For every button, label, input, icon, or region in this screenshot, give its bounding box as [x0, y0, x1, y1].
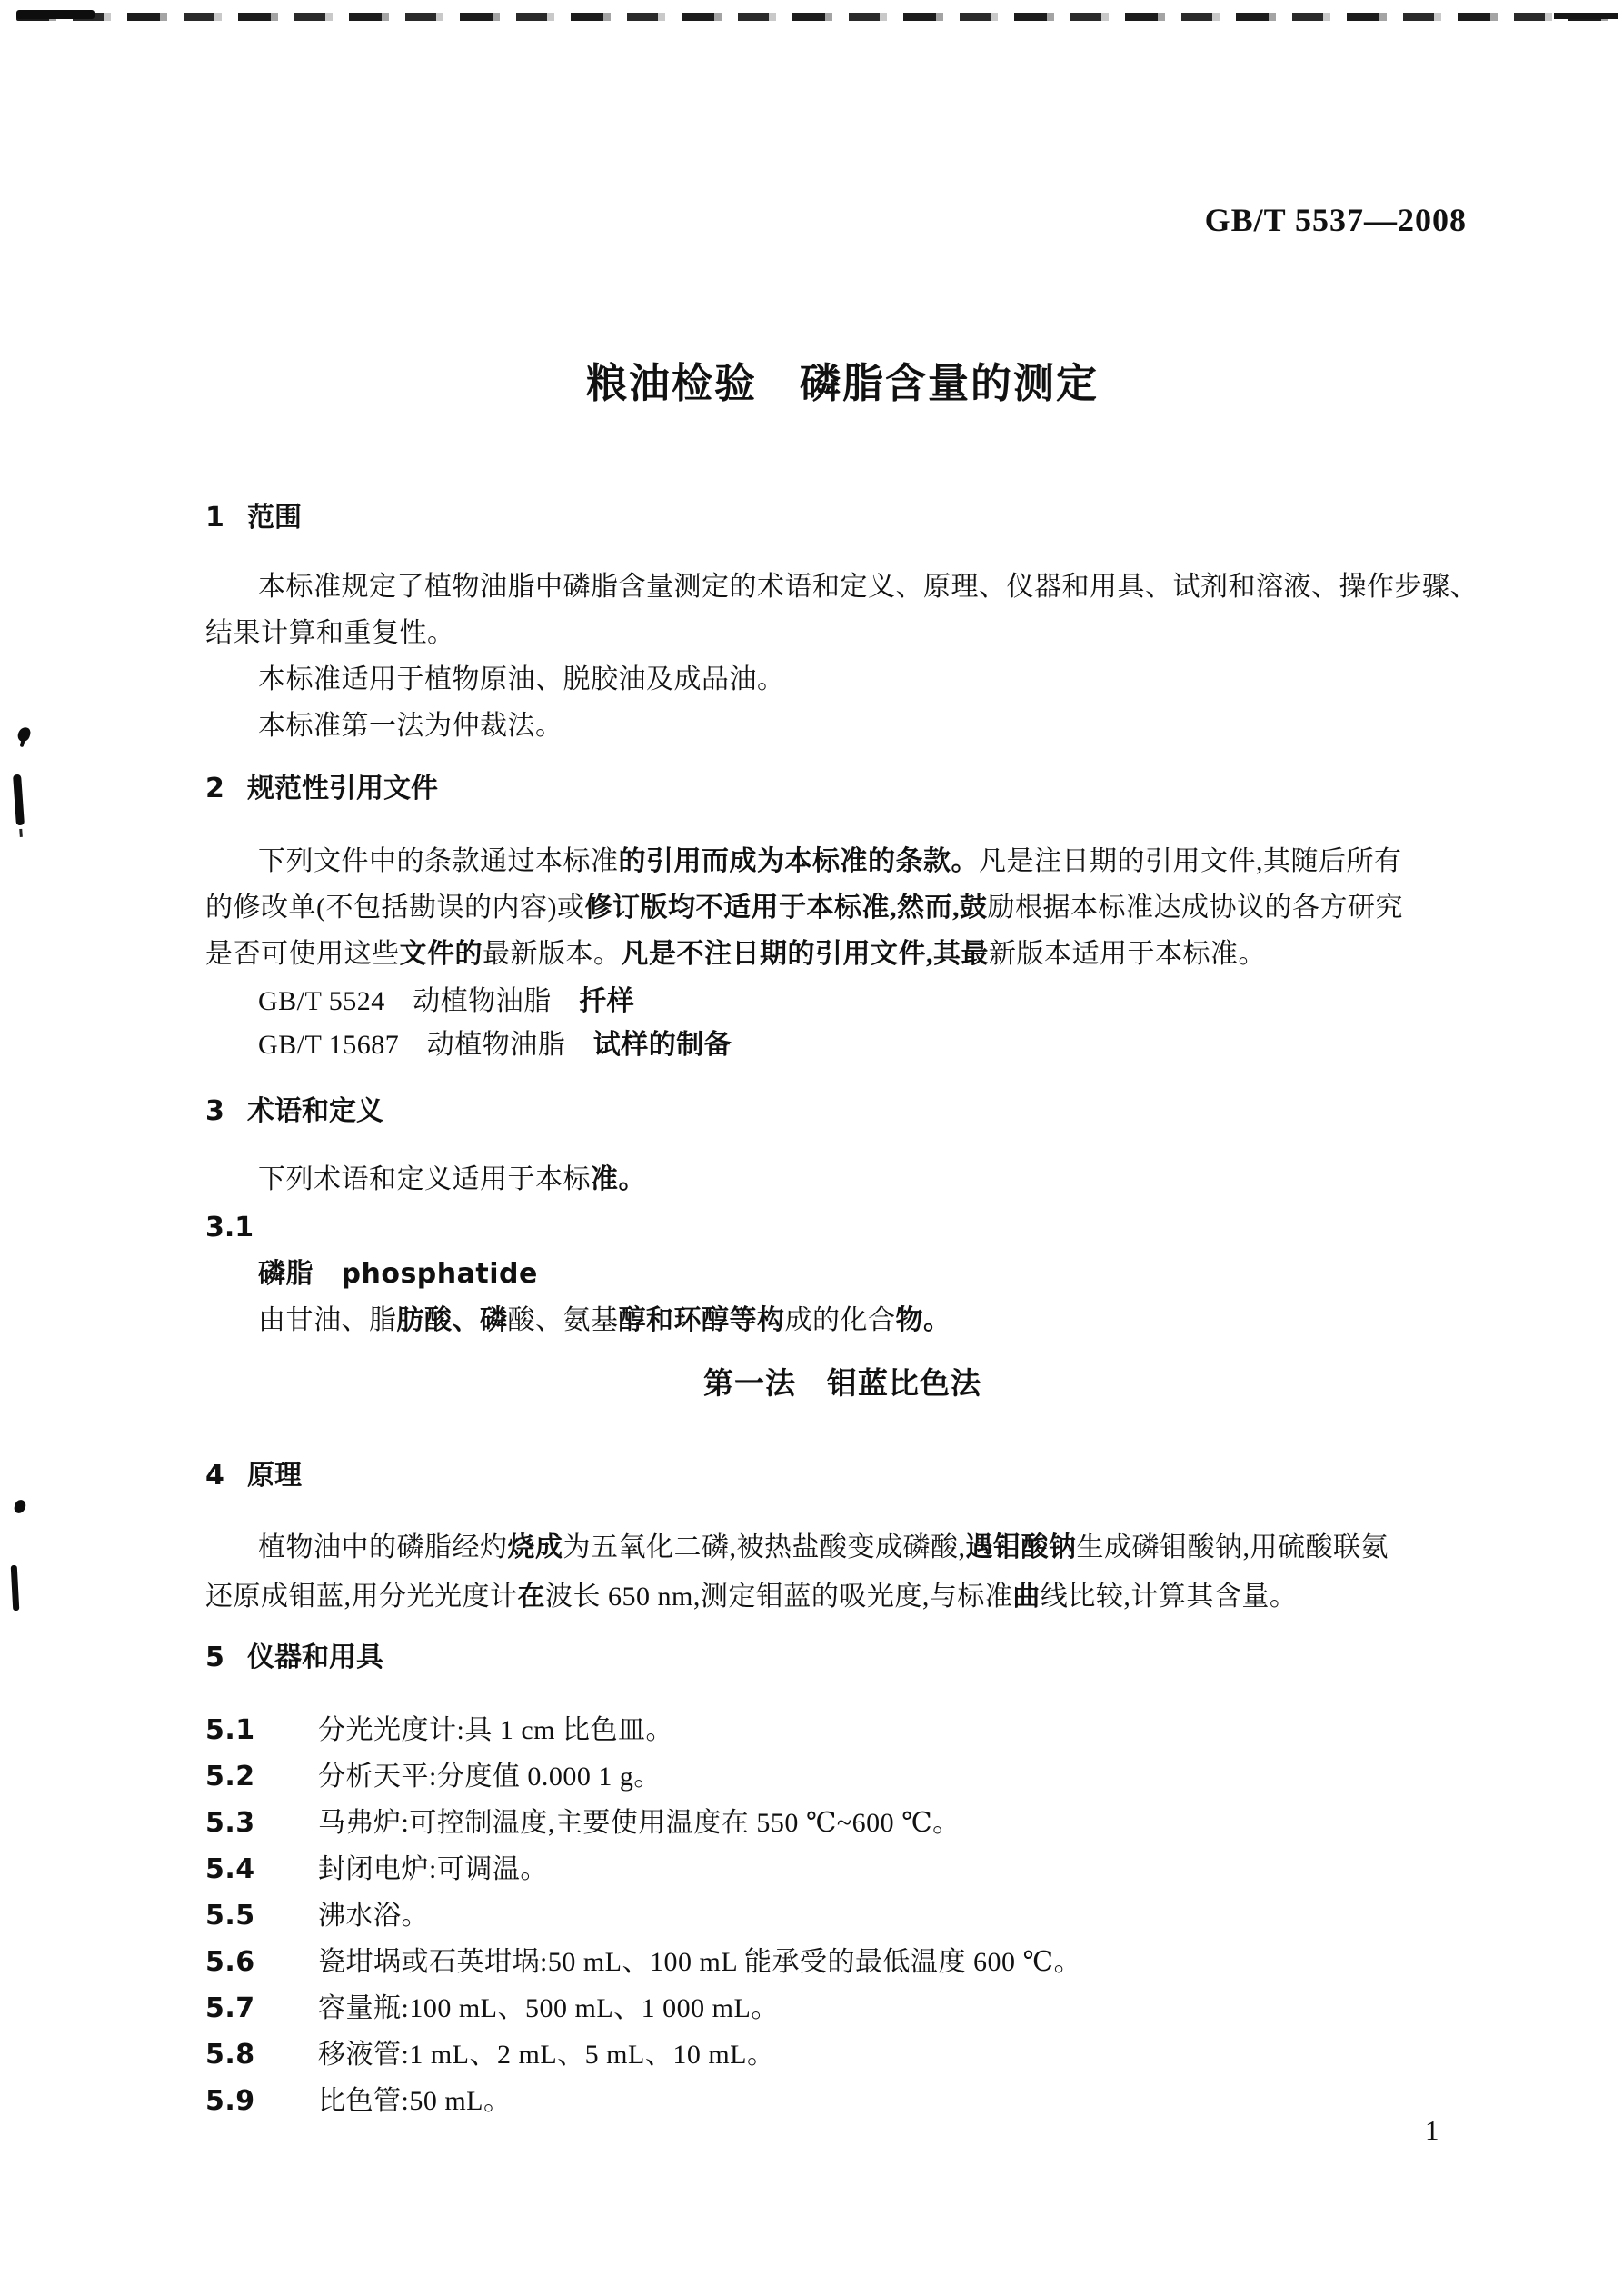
section-heading-3-terms: [205, 1095, 1479, 1128]
text-run: 成的化合: [784, 1305, 896, 1335]
term-line: [205, 1251, 1479, 1297]
text-run: 的引用而成为本标准的条款。: [618, 846, 979, 876]
text-run: 由甘油、脂: [258, 1305, 397, 1335]
text-run: 磷脂 phosphatide: [258, 1258, 538, 1290]
item-text: 分光光度计:具 1 cm 比色皿。: [318, 1715, 673, 1745]
text-run: 为五氧化二磷,被热盐酸变成磷酸,: [563, 1532, 966, 1562]
text-run: 扦样: [579, 986, 635, 1016]
section-heading-2-normative-references: [205, 773, 1479, 805]
item-number: 5.5: [205, 1900, 255, 1932]
item-number: 5.8: [205, 2039, 255, 2071]
text-run: 植物油中的磷脂经灼: [258, 1532, 508, 1562]
text-run: 下列文件中的条款通过本标准: [258, 846, 619, 876]
item-number: 5.9: [205, 2085, 255, 2117]
text-run: GB/T 15687 动植物油脂: [258, 1030, 593, 1060]
text-run: 凡是不注日期的引用文件,其最: [621, 939, 989, 969]
method-1-heading: 第一法 钼蓝比色法: [703, 1365, 981, 1401]
item-text: 沸水浴。: [318, 1901, 429, 1931]
page-content: [205, 0, 1479, 2124]
section-number: 4: [205, 1460, 224, 1492]
item-number: 5.2: [205, 1761, 255, 1792]
text-run: 新版本适用于本标准。: [989, 939, 1266, 969]
item-text: 移液管:1 mL、2 mL、5 mL、10 mL。: [318, 2040, 775, 2070]
text-run: 醇和环醇等构: [618, 1305, 785, 1335]
apparatus-item-5-5: [205, 1892, 1479, 1939]
apparatus-item-5-4: [205, 1846, 1479, 1892]
text-run: 下列术语和定义适用于本标: [258, 1164, 591, 1194]
item-number: 5.7: [205, 1992, 255, 2024]
text-run: 遇钼酸钠: [965, 1532, 1077, 1562]
text-run: 烧成: [507, 1532, 563, 1562]
section-number: 3: [205, 1095, 224, 1127]
page-number: 1: [1425, 2114, 1439, 2146]
item-number: 5.4: [205, 1853, 255, 1885]
text-run: 波长 650 nm,测定钼蓝的吸光度,与标准: [545, 1582, 1013, 1612]
definition-line: [205, 1297, 1479, 1343]
text-run: GB/T 5524 动植物油脂: [258, 986, 580, 1016]
text-run: 还原成钼蓝,用分光光度计: [205, 1582, 518, 1612]
scan-mark: [11, 1565, 20, 1611]
text-run: 酸、氨基: [507, 1305, 619, 1335]
reference-line: [205, 980, 1479, 1023]
body-line: [205, 1156, 1479, 1203]
section-heading-4-principle: [205, 1460, 1479, 1492]
scan-mark: [14, 1499, 26, 1514]
item-number: 5.3: [205, 1807, 255, 1839]
section-number: 1: [205, 502, 224, 534]
text-run: 物。: [895, 1305, 951, 1335]
text-run: 线比较,计算其含量。: [1040, 1582, 1298, 1612]
text-run: 励根据本标准达成协议的各方研究: [987, 893, 1403, 923]
section-heading-1-scope: [205, 502, 1479, 534]
body-line: 本标准规定了植物油脂中磷脂含量测定的术语和定义、原理、仪器和用具、试剂和溶液、操作步骤、: [258, 572, 1478, 602]
section-title: 仪器和用具: [247, 1642, 383, 1673]
text-run: 最新版本。: [483, 939, 622, 969]
body-line: [205, 884, 1479, 931]
apparatus-item-5-8: [205, 2031, 1479, 2078]
section-title: 范围: [247, 502, 302, 534]
apparatus-item-5-2: [205, 1753, 1479, 1800]
text-run: 在: [517, 1582, 545, 1612]
body-line: [205, 931, 1479, 977]
text-run: 试样的制备: [592, 1030, 732, 1060]
body-line: 本标准第一法为仲裁法。: [258, 711, 563, 741]
apparatus-item-5-9: [205, 2078, 1479, 2124]
section-title: 规范性引用文件: [247, 773, 438, 804]
item-text: 瓷坩埚或石英坩埚:50 mL、100 mL 能承受的最低温度 600 ℃。: [318, 1947, 1082, 1977]
text-run: 文件的: [399, 939, 483, 969]
item-text: 容量瓶:100 mL、500 mL、1 000 mL。: [318, 1993, 779, 2023]
text-run: 是否可使用这些: [205, 939, 400, 969]
document-title: 粮油检验 磷脂含量的测定: [585, 359, 1099, 407]
section-number: 2: [205, 773, 224, 804]
apparatus-item-5-3: [205, 1800, 1479, 1846]
item-text: 马弗炉:可控制温度,主要使用温度在 550 ℃~600 ℃。: [318, 1808, 961, 1838]
section-title: 术语和定义: [247, 1095, 383, 1127]
reference-line: [205, 1023, 1479, 1067]
body-line: 结果计算和重复性。: [205, 618, 455, 648]
item-text: 封闭电炉:可调温。: [318, 1854, 548, 1884]
subsection-number-3-1: 3.1: [205, 1212, 254, 1243]
text-run: 修订版均不适用于本标准,然而,鼓: [584, 893, 988, 923]
text-run: 的修改单(不包括勘误的内容)或: [205, 893, 585, 923]
text-run: 凡是注日期的引用文件,其随后所有: [979, 846, 1402, 876]
section-title: 原理: [247, 1460, 302, 1492]
text-run: 肪酸、磷: [396, 1305, 508, 1335]
body-line: 本标准适用于植物原油、脱胶油及成品油。: [258, 664, 785, 694]
apparatus-item-5-6: [205, 1939, 1479, 1985]
text-run: 生成磷钼酸钠,用硫酸联氨: [1076, 1532, 1389, 1562]
body-line: [205, 1572, 1479, 1622]
apparatus-item-5-1: [205, 1707, 1479, 1753]
body-line: [205, 1523, 1479, 1572]
scan-mark: [13, 774, 25, 825]
item-number: 5.1: [205, 1714, 255, 1746]
text-run: 准。: [591, 1164, 646, 1194]
item-number: 5.6: [205, 1946, 255, 1978]
scan-mark: [16, 726, 31, 744]
section-number: 5: [205, 1642, 224, 1673]
standard-number: GB/T 5537—2008: [1204, 202, 1467, 238]
apparatus-item-5-7: [205, 1985, 1479, 2031]
body-line: [205, 838, 1479, 884]
text-run: 曲: [1012, 1582, 1041, 1612]
section-heading-5-apparatus: [205, 1642, 1479, 1674]
item-text: 分析天平:分度值 0.000 1 g。: [318, 1762, 662, 1792]
item-text: 比色管:50 mL。: [318, 2086, 512, 2116]
